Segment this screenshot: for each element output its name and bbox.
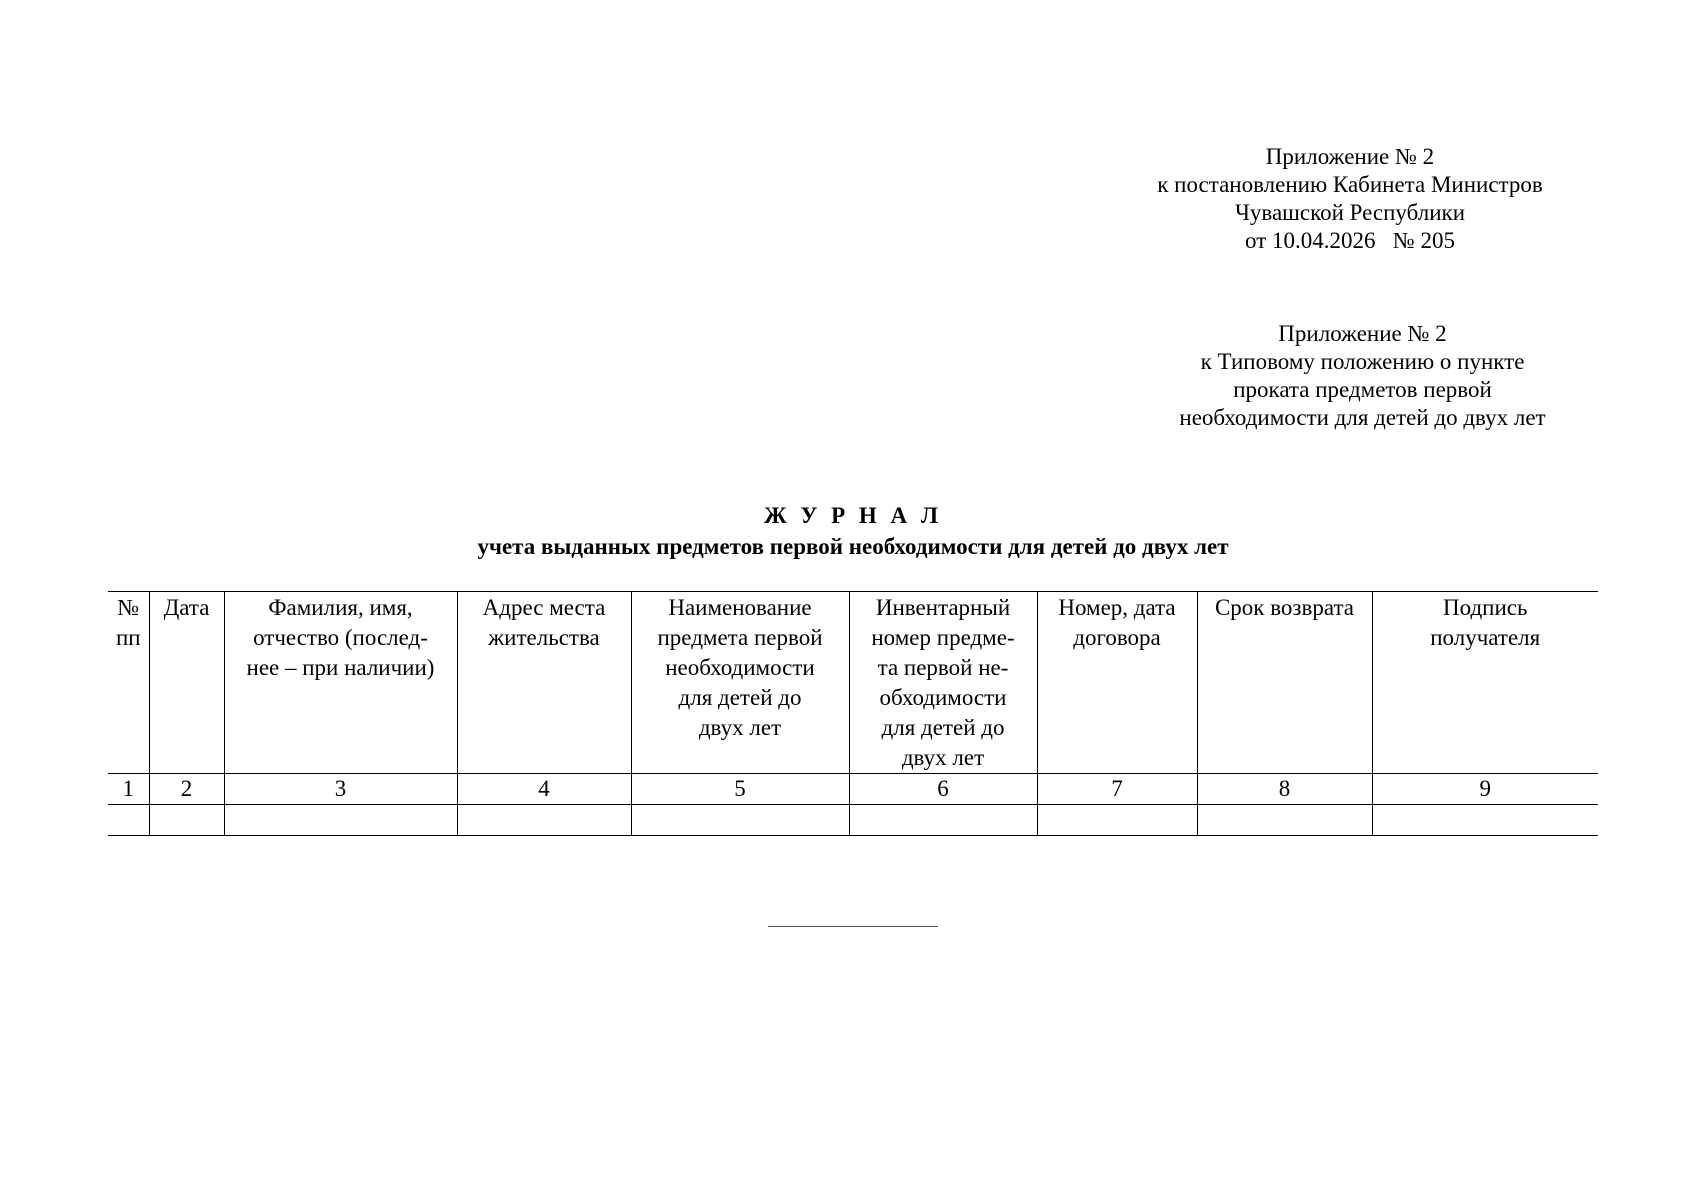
journal-title: Ж У Р Н А Л: [763, 503, 943, 528]
empty-cell: [457, 805, 631, 836]
appendix-2-line: к Типовому положению о пункте: [1200, 349, 1525, 374]
header-cell-return-date: [1197, 592, 1372, 774]
header-line: та первой не-: [877, 655, 1009, 680]
header-cell-item-name: [631, 592, 849, 774]
empty-cell: [1197, 805, 1372, 836]
header-line: необходимости: [665, 655, 815, 680]
empty-cell: [1037, 805, 1197, 836]
header-line: Номер, дата: [1058, 595, 1176, 620]
header-line: Наименование: [668, 595, 812, 620]
header-line: номер предме-: [871, 625, 1015, 650]
header-line: Инвентарный: [875, 595, 1011, 620]
column-number-cell: 7: [1037, 774, 1197, 805]
column-number-row: [108, 774, 1598, 805]
empty-entry-row: [108, 805, 1598, 836]
appendix-1-line: к постановлению Кабинета Министров: [1157, 172, 1543, 197]
appendix-1-block: [1105, 143, 1595, 255]
header-line: Подпись: [1443, 595, 1528, 620]
column-number-cell: 9: [1372, 774, 1598, 805]
header-line: для детей до: [678, 685, 802, 710]
end-separator-line: [768, 926, 938, 927]
empty-cell: [224, 805, 457, 836]
header-line: Срок возврата: [1214, 595, 1355, 620]
header-line: Дата: [163, 595, 210, 620]
journal-heading: [108, 500, 1598, 562]
empty-cell: [149, 805, 224, 836]
appendix-2-line: проката предметов первой: [1233, 377, 1492, 402]
empty-cell: [631, 805, 849, 836]
column-number-cell: 1: [108, 774, 149, 805]
empty-cell: [1372, 805, 1598, 836]
header-line: пп: [115, 625, 141, 650]
empty-cell: [108, 805, 149, 836]
header-line: жительства: [488, 625, 600, 650]
header-line: получателя: [1430, 625, 1541, 650]
header-line: предмета первой: [657, 625, 823, 650]
appendix-2-block: [1125, 320, 1600, 432]
column-number-cell: 2: [149, 774, 224, 805]
column-number-cell: 6: [849, 774, 1037, 805]
header-cell-inventory-number: [849, 592, 1037, 774]
appendix-1-line: Приложение № 2: [1265, 144, 1435, 169]
header-cell-contract: [1037, 592, 1197, 774]
header-line: Адрес места: [482, 595, 606, 620]
empty-cell: [849, 805, 1037, 836]
header-line: договора: [1073, 625, 1161, 650]
header-cell-date: [149, 592, 224, 774]
column-number-cell: 4: [457, 774, 631, 805]
header-cell-full-name: [224, 592, 457, 774]
appendix-2-line: Приложение № 2: [1278, 321, 1447, 346]
table-header-row: [108, 592, 1598, 774]
appendix-1-line: от 10.04.2026 № 205: [1245, 228, 1455, 253]
column-number-cell: 8: [1197, 774, 1372, 805]
header-cell-signature: [1372, 592, 1598, 774]
header-line: Фамилия, имя,: [268, 595, 413, 620]
header-line: двух лет: [698, 715, 782, 740]
header-line: нее – при наличии): [246, 655, 435, 680]
header-line: обходимости: [879, 685, 1007, 710]
header-line: отчество (послед-: [253, 625, 428, 650]
header-line: для детей до: [881, 715, 1005, 740]
column-number-cell: 5: [631, 774, 849, 805]
column-number-cell: 3: [224, 774, 457, 805]
header-cell-address: [457, 592, 631, 774]
journal-subtitle: учета выданных предметов первой необходимости для детей до двух лет: [477, 534, 1229, 559]
header-line: двух лет: [901, 745, 985, 770]
header-cell-number: [108, 592, 149, 774]
header-line: №: [117, 595, 140, 620]
appendix-2-line: необходимости для детей до двух лет: [1179, 405, 1546, 430]
appendix-1-line: Чувашской Республики: [1234, 200, 1466, 225]
journal-table: [108, 591, 1598, 836]
